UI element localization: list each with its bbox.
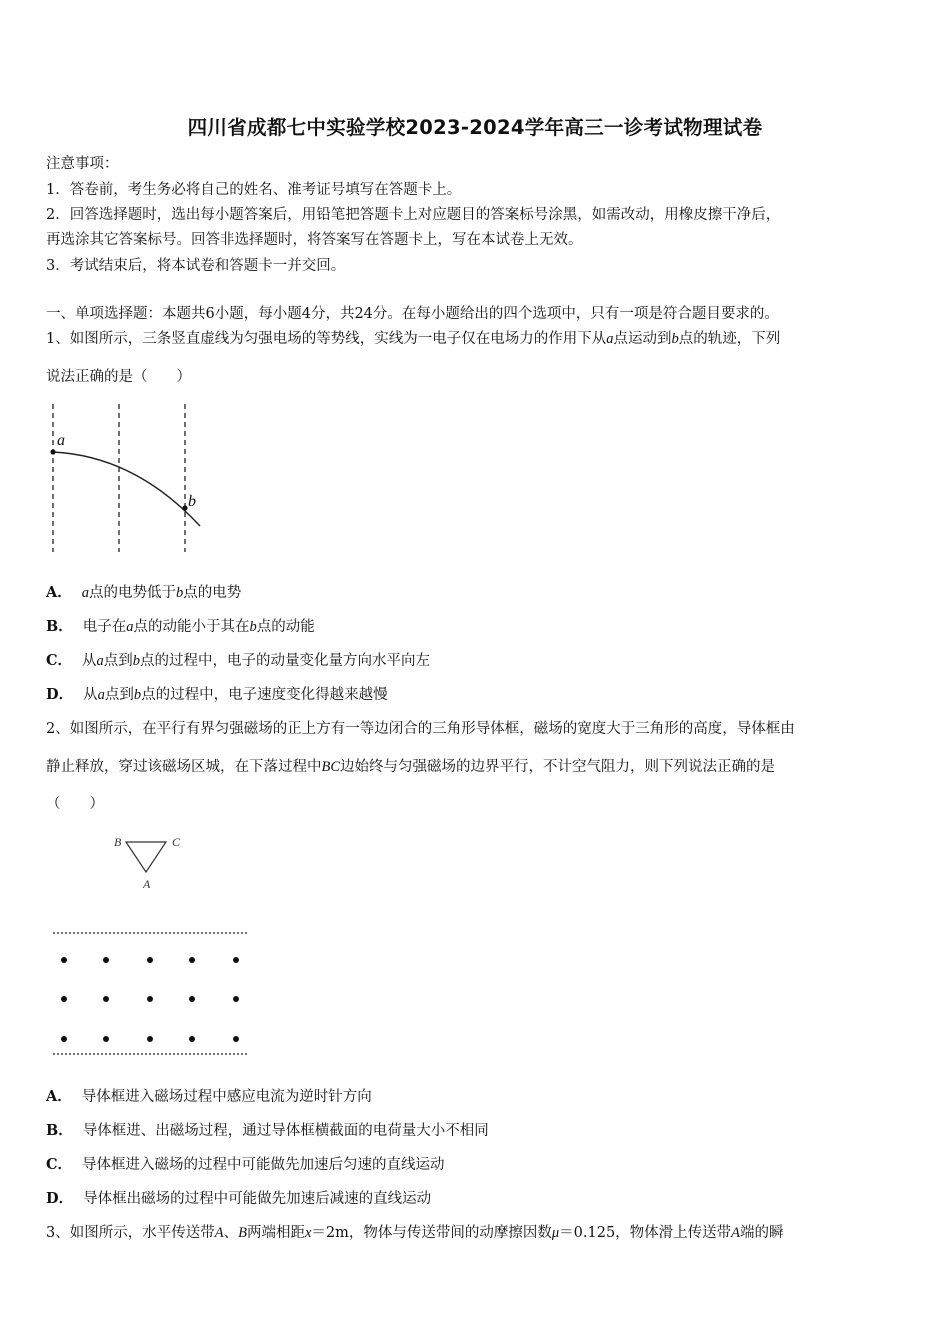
label-C: C (172, 835, 181, 849)
q2-stem-line3: （ ） (46, 796, 104, 812)
q1-stem-part: 点运动到 (613, 331, 672, 347)
option-text: 从 (82, 653, 97, 669)
point-a (50, 449, 55, 454)
option-text: 点的动能小于其在 (133, 619, 250, 635)
notice-2: 2．回答选择题时，选出每小题答案后，用铅笔把答题卡上对应题目的答案标号涂黑，如需改动，用橡皮擦干净后， (46, 207, 781, 223)
q1-stem-line1 (46, 327, 780, 348)
option-var: a (97, 687, 105, 703)
notice-2-cont: 再选涂其它答案标号。回答非选择题时，将答案写在答题卡上，写在本试卷上无效。 (46, 232, 583, 248)
q1-option-a (46, 581, 241, 602)
option-text: 导体框进入磁场过程中感应电流为逆时针方向 (81, 1089, 372, 1105)
q3-stem-part: 3、如图所示，水平传送带 (46, 1225, 215, 1241)
q2-stem-part: 静止释放，穿过该磁场区城，在下落过程中 (46, 759, 322, 775)
point-b (182, 505, 187, 510)
q3-stem-part: 两端相距 (246, 1225, 305, 1241)
option-text: 点的动能 (256, 619, 315, 635)
option-text: 点的电势 (183, 585, 242, 601)
option-text: 点的电势低于 (89, 585, 177, 601)
option-text: 电子在 (82, 619, 127, 635)
option-text: 点到 (104, 687, 134, 703)
label-a: a (57, 432, 65, 449)
q1-stem-part: 1、如图所示，三条竖直虚线为匀强电场的等势线，实线为一电子仅在电场力的作用下从 (46, 331, 607, 347)
q1-option-d (46, 683, 388, 704)
option-text: 点的过程中，电子速度变化得越来越慢 (141, 687, 388, 703)
q1-stem-line2: 说法正确的是（ ） (46, 369, 191, 385)
triangle-frame (126, 842, 166, 872)
notice-1: 1．答卷前，考生务必将自己的姓名、准考证号填写在答题卡上。 (46, 182, 462, 198)
option-text: 从 (83, 687, 98, 703)
q3-stem-line1 (46, 1221, 784, 1242)
option-text: 导体框进、出磁场过程，通过导体框横截面的电荷量大小不相同 (82, 1123, 489, 1139)
option-letter: A． (46, 584, 72, 601)
option-letter: C． (46, 652, 73, 669)
q2-triangle-figure (108, 830, 188, 892)
q2-stem-part: 边始终与匀强磁场的边界平行，不计空气阻力，则下列说法正确的是 (340, 759, 776, 775)
q3-stem-part: 端的瞬 (740, 1225, 784, 1241)
option-letter: B． (46, 1122, 73, 1139)
q1-var: a (606, 331, 614, 347)
option-letter: A． (46, 1088, 72, 1105)
q3-var: B (238, 1225, 247, 1241)
q2-option-b (46, 1119, 489, 1140)
notice-heading: 注意事项： (46, 156, 119, 172)
option-letter: D． (46, 1190, 74, 1207)
q2-stem-line2 (46, 755, 775, 776)
option-var: a (126, 619, 134, 635)
option-var: b (249, 619, 257, 635)
option-var: b (176, 585, 184, 601)
q1-option-b (46, 615, 315, 636)
q1-option-c (46, 649, 430, 670)
option-var: b (133, 687, 142, 703)
label-A: A (143, 877, 151, 891)
label-b: b (188, 493, 196, 510)
q2-stem-line1: 2、如图所示，在平行有界匀强磁场的正上方有一等边闭合的三角形导体框，磁场的宽度大于三角形的高度，导体框由 (46, 721, 795, 737)
q2-option-d (46, 1187, 431, 1208)
q3-stem-part: ＝0.125，物体滑上传送带 (559, 1225, 732, 1241)
q2-field-figure (50, 925, 250, 1060)
q1-var: b (671, 331, 679, 347)
q3-var: A (214, 1225, 224, 1241)
q1-stem-part: 点的轨迹，下列 (678, 331, 781, 347)
notice-3: 3．考试结束后，将本试卷和答题卡一并交回。 (46, 258, 346, 274)
page-title: 四川省成都七中实验学校2023-2024学年高三一诊考试物理试卷 (187, 116, 763, 139)
q3-stem-part: ＝2m，物体与传送带间的动摩擦因数 (311, 1225, 552, 1241)
option-text: 点到 (103, 653, 133, 669)
section-heading: 一、单项选择题：本题共6小题，每小题4分，共24分。在每小题给出的四个选项中，只有一项是符合题目要求的。 (46, 306, 779, 322)
option-text: 导体框出磁场的过程中可能做先加速后减速的直线运动 (83, 1191, 432, 1207)
q1-figure (40, 400, 210, 560)
option-var: a (96, 653, 104, 669)
electron-trajectory (53, 452, 200, 526)
q3-var: A (731, 1225, 741, 1241)
option-letter: C． (46, 1156, 73, 1173)
field-dots (61, 957, 239, 1042)
q2-var: BC (321, 759, 341, 775)
q3-var: μ (551, 1225, 560, 1241)
option-var: a (81, 585, 90, 601)
q3-var: x (304, 1225, 312, 1241)
option-text: 导体框进入磁场的过程中可能做先加速后匀速的直线运动 (82, 1157, 445, 1173)
option-letter: B． (46, 618, 73, 635)
option-text: 点的过程中，电子的动量变化量方向水平向左 (140, 653, 431, 669)
option-letter: D． (46, 686, 74, 703)
q3-stem-part: 、 (223, 1225, 239, 1241)
label-B: B (114, 835, 122, 849)
option-var: b (132, 653, 141, 669)
q2-option-c (46, 1153, 445, 1174)
q2-option-a (46, 1085, 372, 1106)
